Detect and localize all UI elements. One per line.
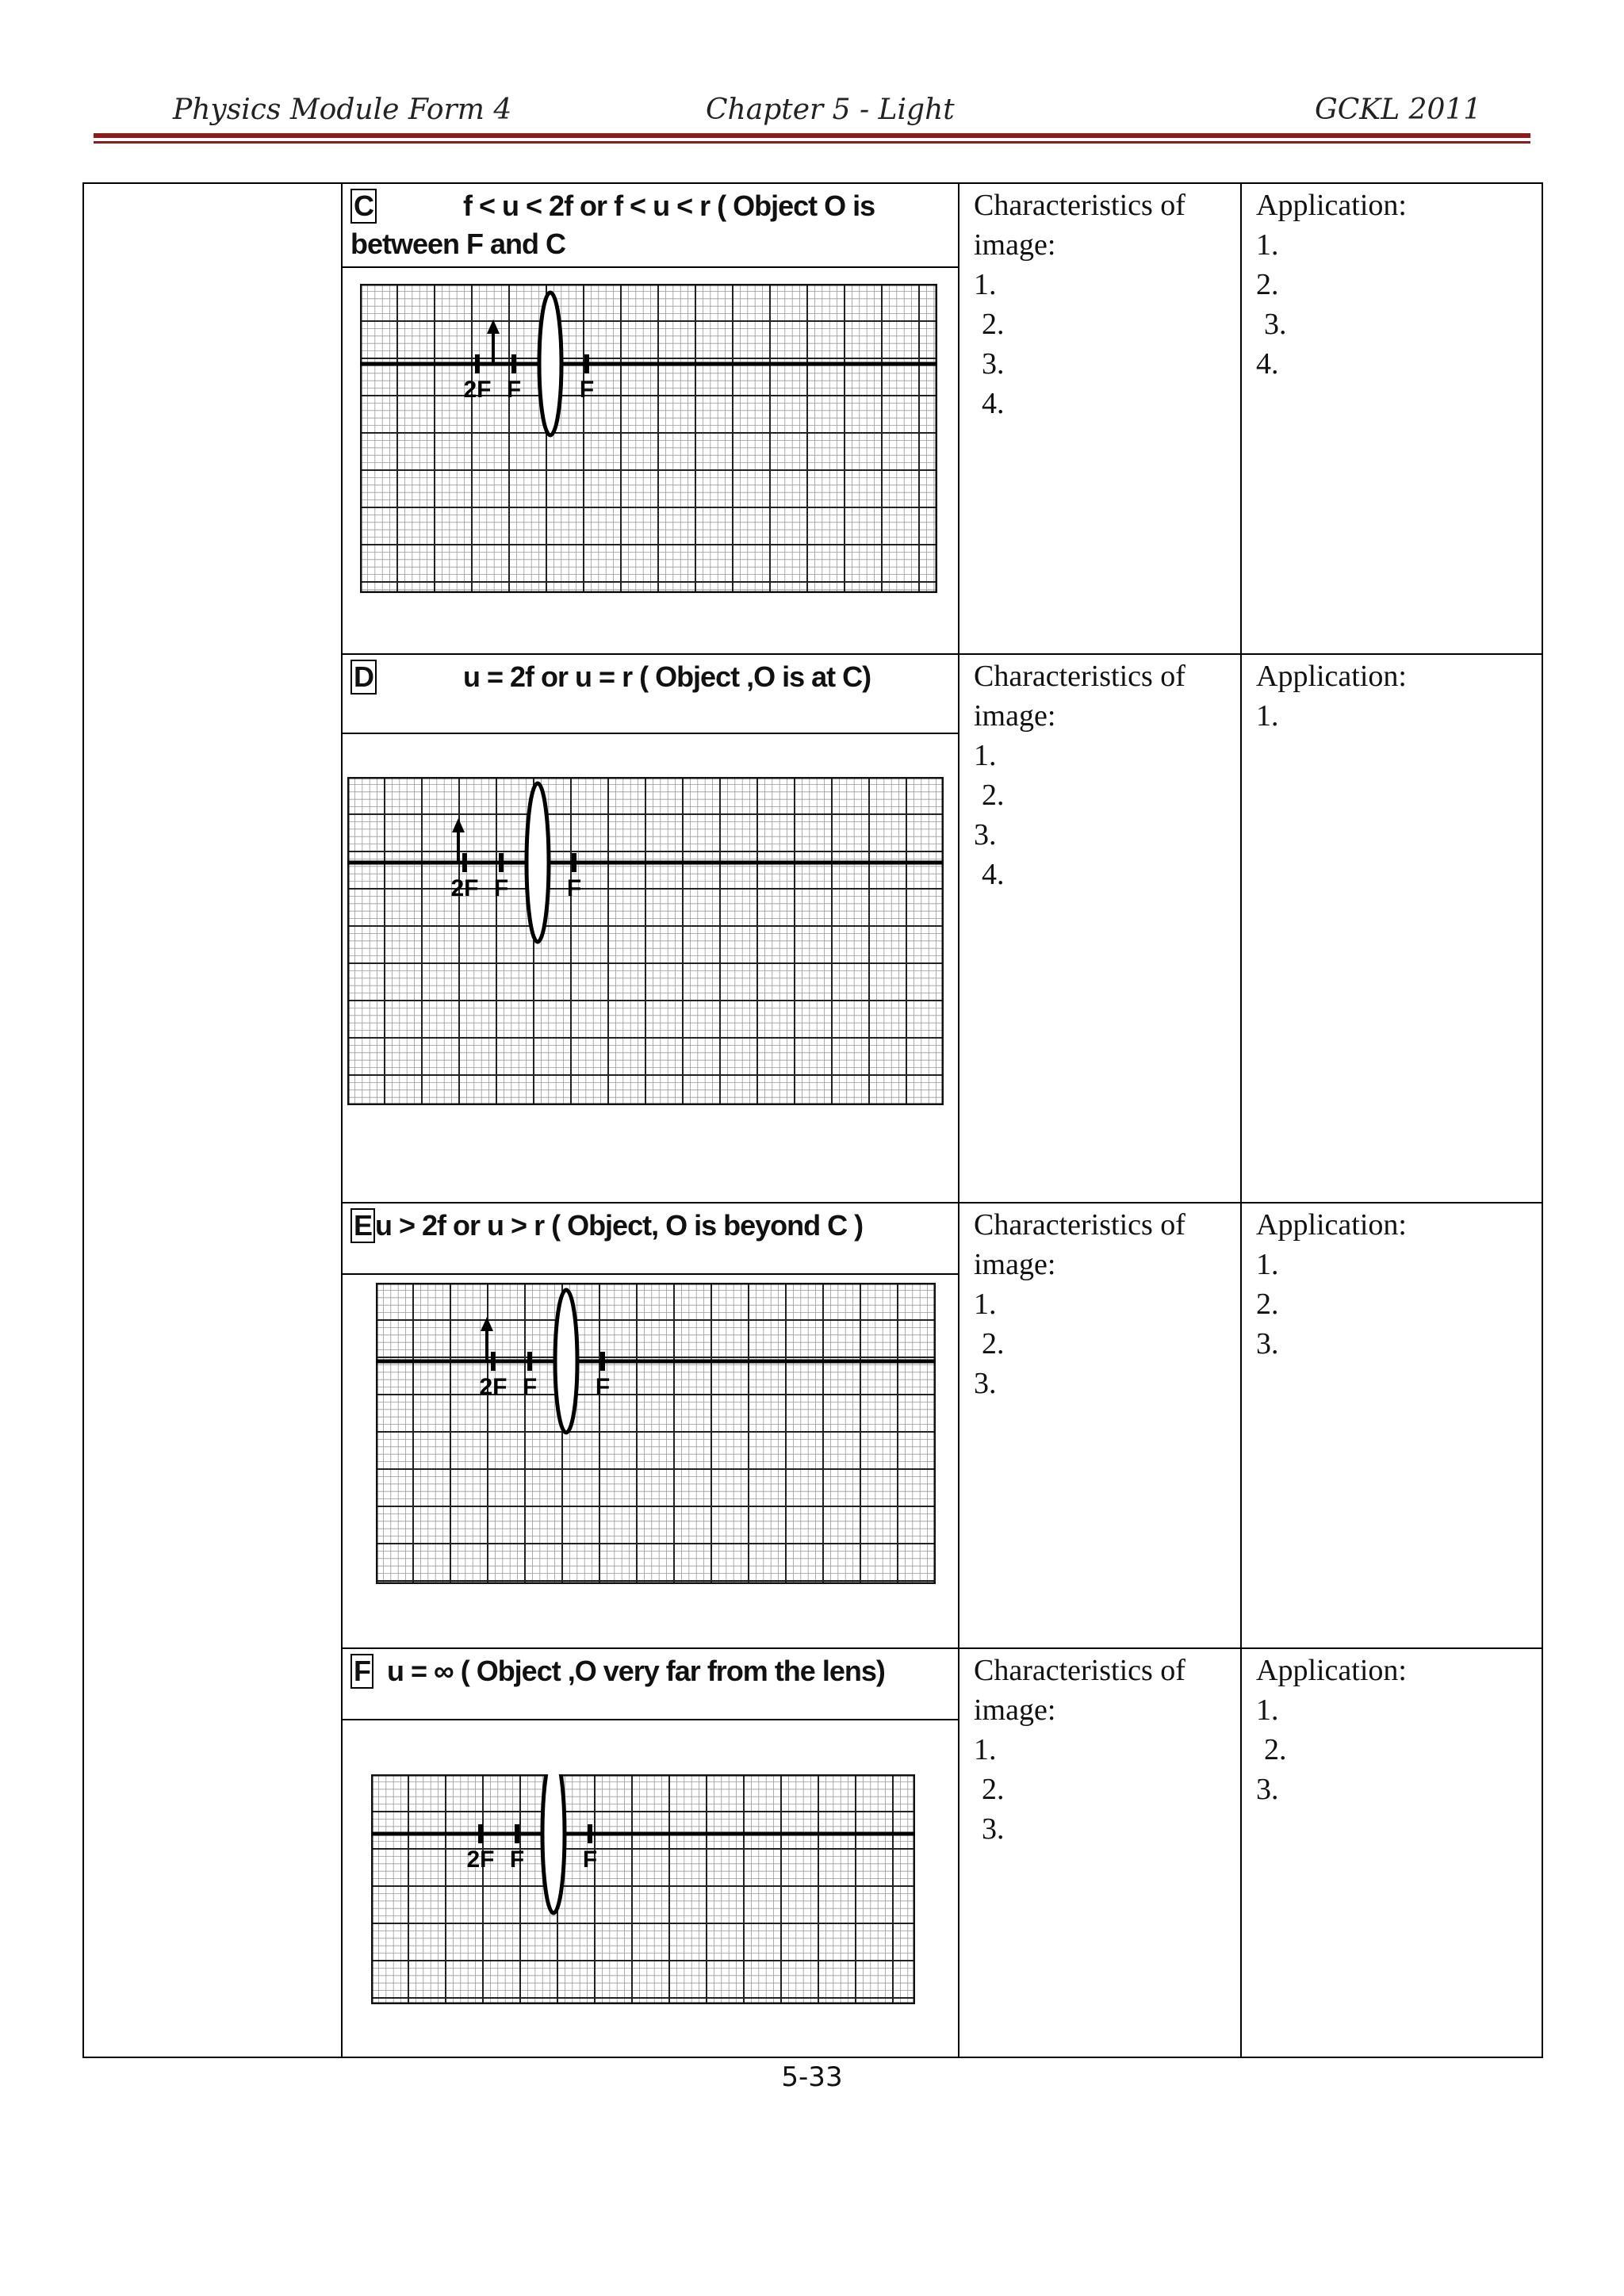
convex-lens <box>539 293 561 435</box>
label-f-left: F <box>506 377 522 403</box>
list-item: 2. <box>1256 1288 1279 1321</box>
row-f-letter: F <box>350 1654 373 1689</box>
label-f-left: F <box>509 1846 525 1873</box>
row-c-characteristics-cell <box>958 182 1242 655</box>
row-f-application-cell <box>1240 1647 1543 2058</box>
label-f-right: F <box>595 1374 611 1400</box>
label-2f: 2F <box>450 875 479 901</box>
row-c-title-cont: between F and C <box>350 228 566 260</box>
list-item: 4. <box>982 858 1005 891</box>
grid-border <box>377 1284 935 1583</box>
row-f-char-heading-2: image: <box>974 1693 1056 1727</box>
object-arrow-head <box>452 818 465 832</box>
list-item: 3. <box>1264 308 1287 341</box>
row-c-application-cell <box>1240 182 1543 655</box>
row-d-char-heading: Characteristics of <box>974 660 1185 693</box>
label-f-left: F <box>522 1374 538 1400</box>
label-f-right: F <box>566 875 582 901</box>
list-item: 1. <box>974 268 997 301</box>
row-e-application-cell <box>1240 1202 1543 1649</box>
list-item: 2. <box>982 1773 1005 1806</box>
label-f-right: F <box>579 377 595 403</box>
row-e-characteristics-cell <box>958 1202 1242 1649</box>
row-c-title: f < u < 2f or f < u < r ( Object O is <box>463 189 875 222</box>
row-c-diagram-cell <box>341 266 959 655</box>
row-e-title: u > 2f or u > r ( Object, O is beyond C ) <box>375 1209 864 1242</box>
label-f-right: F <box>582 1846 598 1873</box>
list-item: 4. <box>1256 347 1279 381</box>
header-rule-thin <box>94 141 1530 144</box>
row-d-diagram-cell <box>341 733 959 1203</box>
row-d-letter: D <box>350 660 377 695</box>
header-left: Physics Module Form 4 <box>173 94 512 126</box>
row-e-char-heading-2: image: <box>974 1248 1056 1281</box>
label-2f: 2F <box>466 1846 495 1873</box>
list-item: 2. <box>982 308 1005 341</box>
label-2f: 2F <box>463 377 492 403</box>
convex-lens <box>527 783 549 942</box>
list-item: 1. <box>1256 699 1279 733</box>
row-d-app-heading: Application: <box>1256 660 1407 693</box>
label-2f: 2F <box>479 1374 508 1400</box>
row-e-char-heading: Characteristics of <box>974 1208 1185 1242</box>
list-item: 1. <box>974 1288 997 1321</box>
row-f-title: u = ∞ ( Object ,O very far from the lens) <box>387 1655 885 1687</box>
row-c-char-heading: Characteristics of <box>974 189 1185 222</box>
table-left-column <box>82 182 343 2058</box>
page-number: 5-33 <box>781 2061 843 2093</box>
grid-border <box>361 285 936 592</box>
row-f-diagram-cell <box>341 1719 959 2058</box>
row-f-characteristics-cell <box>958 1647 1242 2058</box>
list-item: 3. <box>974 1367 997 1400</box>
list-item: 2. <box>982 1327 1005 1360</box>
list-item: 1. <box>1256 1693 1279 1727</box>
list-item: 1. <box>974 739 997 772</box>
row-d-application-cell <box>1240 653 1543 1203</box>
row-e-lens-diagram <box>376 1283 936 1584</box>
row-c-app-heading: Application: <box>1256 189 1407 222</box>
convex-lens <box>555 1290 577 1433</box>
row-e-title-cell <box>341 1202 959 1275</box>
row-d-title: u = 2f or u = r ( Object ,O is at C) <box>463 660 871 693</box>
row-d-lens-diagram <box>347 777 944 1105</box>
row-d-title-cell <box>341 653 959 734</box>
header-rule <box>94 133 1530 138</box>
list-item: 1. <box>1256 228 1279 262</box>
row-c-char-heading-2: image: <box>974 228 1056 262</box>
row-c-letter: C <box>350 189 377 224</box>
row-e-letter: E <box>350 1208 375 1243</box>
label-f-left: F <box>493 875 509 901</box>
row-c-lens-diagram <box>360 284 937 593</box>
row-d-characteristics-cell <box>958 653 1242 1203</box>
row-e-app-heading: Application: <box>1256 1208 1407 1242</box>
list-item: 2. <box>1264 1733 1287 1766</box>
list-item: 3. <box>974 818 997 851</box>
header-center: Chapter 5 - Light <box>706 94 955 126</box>
convex-lens <box>542 1774 565 1913</box>
row-f-lens-diagram <box>371 1774 915 2004</box>
list-item: 1. <box>974 1733 997 1766</box>
row-f-title-cell <box>341 1647 959 1720</box>
row-d-char-heading-2: image: <box>974 699 1056 733</box>
list-item: 3. <box>982 1812 1005 1846</box>
list-item: 4. <box>982 387 1005 420</box>
list-item: 1. <box>1256 1248 1279 1281</box>
list-item: 3. <box>982 347 1005 381</box>
list-item: 3. <box>1256 1773 1279 1806</box>
row-f-char-heading: Characteristics of <box>974 1654 1185 1687</box>
list-item: 3. <box>1256 1327 1279 1360</box>
list-item: 2. <box>982 779 1005 812</box>
row-e-diagram-cell <box>341 1273 959 1649</box>
object-arrow-head <box>481 1317 493 1331</box>
header-right: GCKL 2011 <box>1315 94 1482 126</box>
row-f-app-heading: Application: <box>1256 1654 1407 1687</box>
row-c-title-cell <box>341 182 959 268</box>
list-item: 2. <box>1256 268 1279 301</box>
